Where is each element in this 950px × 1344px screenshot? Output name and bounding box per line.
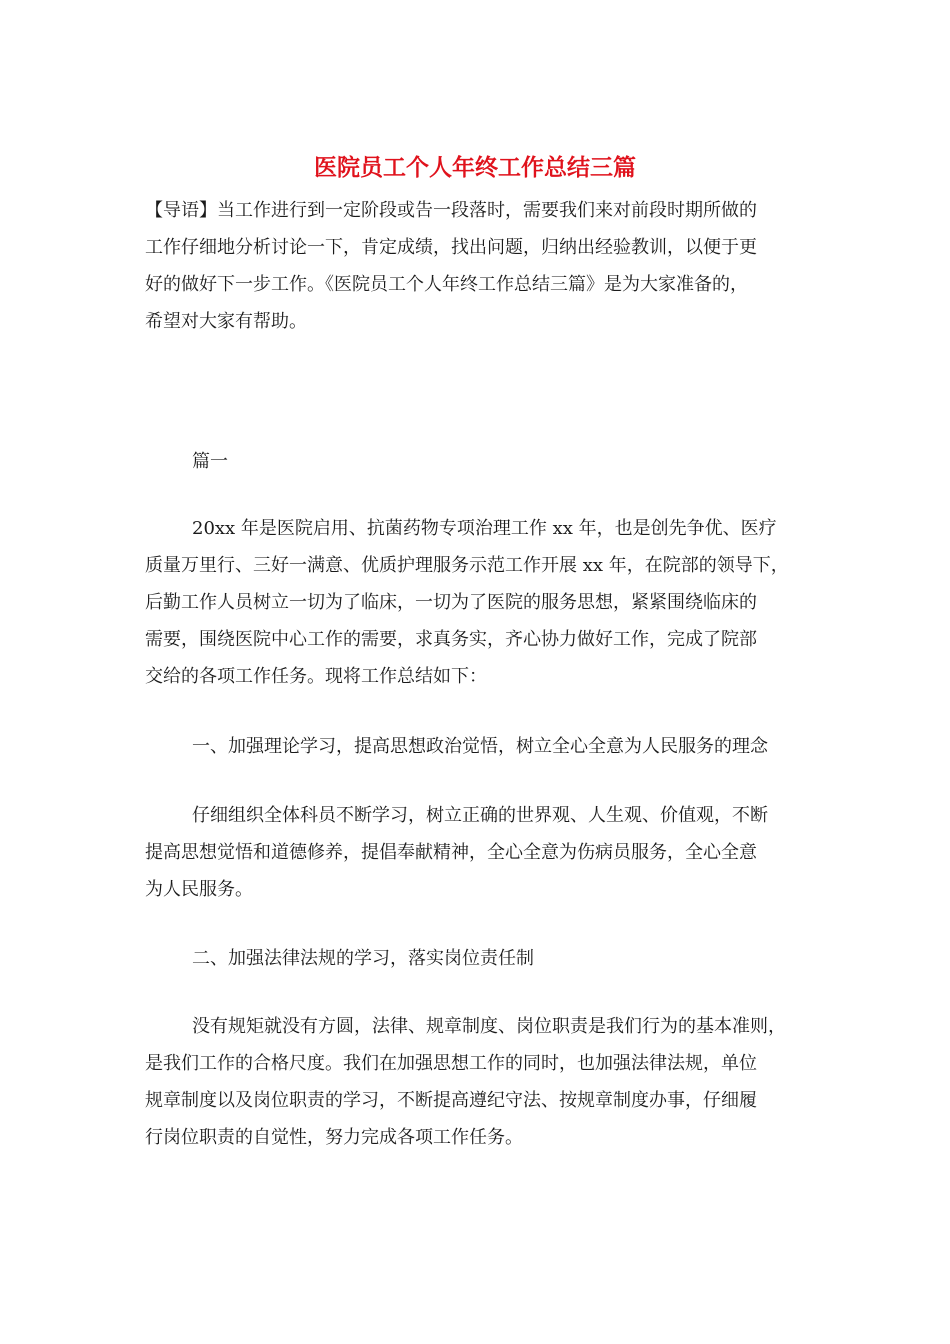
intro-line: 【导语】当工作进行到一定阶段或告一段落时，需要我们来对前段时期所做的	[145, 200, 757, 221]
heading-2-block	[145, 940, 825, 977]
paragraph-line: 后勤工作人员树立一切为了临床，一切为了医院的服务思想，紧紧围绕临床的	[145, 592, 757, 613]
section-heading: 一、加强理论学习，提高思想政治觉悟，树立全心全意为人民服务的理念	[192, 736, 768, 757]
intro-line: 好的做好下一步工作。《医院员工个人年终工作总结三篇》是为大家准备的，	[145, 274, 748, 295]
intro-line: 工作仔细地分析讨论一下，肯定成绩，找出问题，归纳出经验教训，以便于更	[145, 237, 757, 258]
paragraph-2	[145, 797, 825, 908]
paragraph-line: 需要，围绕医院中心工作的需要，求真务实，齐心协力做好工作，完成了院部	[145, 629, 757, 650]
document-title: 医院员工个人年终工作总结三篇	[314, 154, 636, 181]
paragraph-line: 提高思想觉悟和道德修养，提倡奉献精神，全心全意为伤病员服务，全心全意	[145, 842, 757, 863]
section-label: 篇一	[192, 451, 228, 472]
paragraph-line: 没有规矩就没有方圆，法律、规章制度、岗位职责是我们行为的基本准则，	[192, 1016, 786, 1037]
paragraph-line: 质量万里行、三好一满意、优质护理服务示范工作开展 xx 年，在院部的领导下，	[145, 555, 789, 576]
paragraph-line: 20xx 年是医院启用、抗菌药物专项治理工作 xx 年，也是创先争优、医疗	[192, 518, 777, 539]
heading-1-block	[145, 728, 825, 765]
paragraph-line: 为人民服务。	[145, 879, 253, 900]
intro-paragraph	[145, 192, 825, 340]
paragraph-line: 是我们工作的合格尺度。我们在加强思想工作的同时，也加强法律法规，单位	[145, 1053, 757, 1074]
paragraph-1	[145, 510, 825, 695]
section-label-block	[145, 443, 825, 480]
section-heading: 二、加强法律法规的学习，落实岗位责任制	[192, 948, 534, 969]
intro-line: 希望对大家有帮助。	[145, 311, 307, 332]
paragraph-line: 交给的各项工作任务。现将工作总结如下：	[145, 666, 487, 687]
paragraph-line: 仔细组织全体科员不断学习，树立正确的世界观、人生观、价值观，不断	[192, 805, 768, 826]
paragraph-3	[145, 1008, 825, 1156]
paragraph-line: 行岗位职责的自觉性，努力完成各项工作任务。	[145, 1127, 523, 1148]
paragraph-line: 规章制度以及岗位职责的学习，不断提高遵纪守法、按规章制度办事，仔细履	[145, 1090, 757, 1111]
